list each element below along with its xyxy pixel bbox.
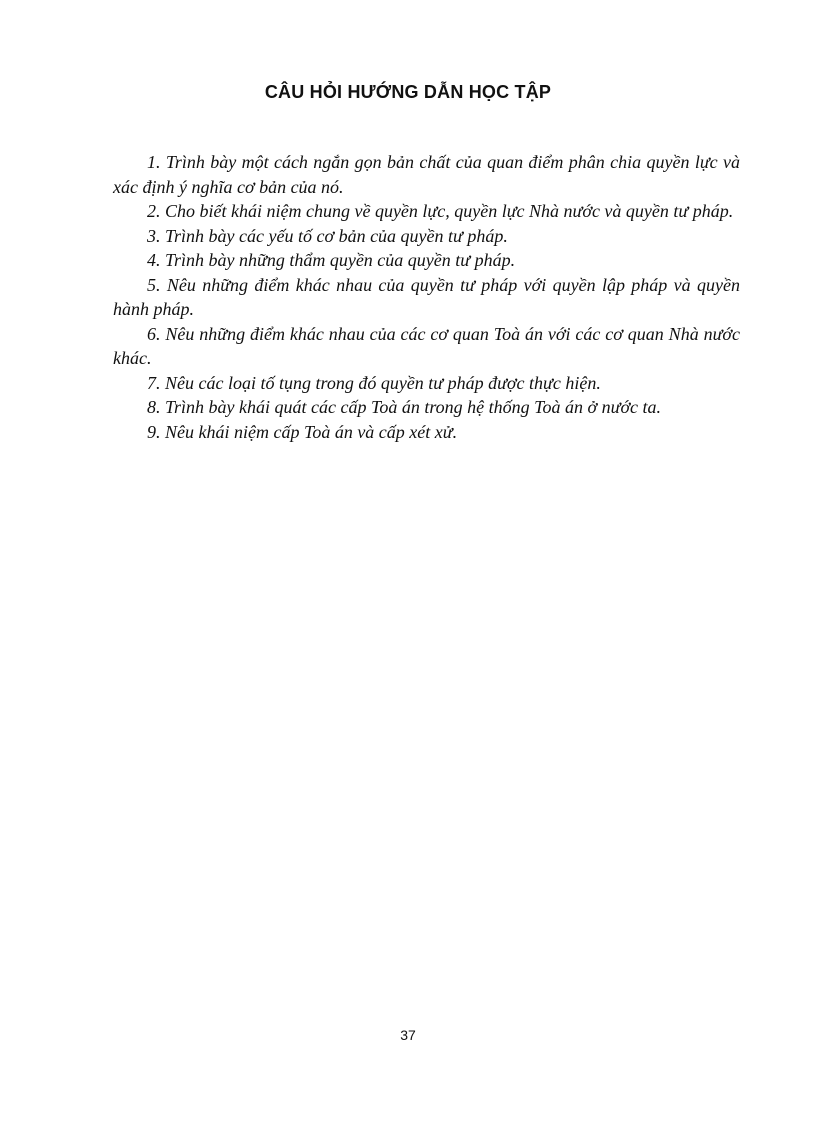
page-title: CÂU HỎI HƯỚNG DẪN HỌC TẬP xyxy=(264,82,552,102)
question-item: 3. Trình bày các yếu tố cơ bản của quyền tư pháp. xyxy=(147,225,508,246)
question-item: 9. Nêu khái niệm cấp Toà án và cấp xét xử. xyxy=(147,421,458,442)
page-number: 37 xyxy=(400,1027,416,1043)
question-item: 5. Nêu những điểm khác nhau của quyền tư pháp với quyền lập pháp và quyền hành pháp. xyxy=(113,274,740,319)
question-list xyxy=(113,150,740,444)
question-item: 8. Trình bày khái quát các cấp Toà án trong hệ thống Toà án ở nước ta. xyxy=(147,397,662,417)
question-item: 6. Nêu những điểm khác nhau của các cơ quan Toà án với các cơ quan Nhà nước khác. xyxy=(113,323,740,368)
question-item: 1. Trình bày một cách ngắn gọn bản chất của quan điểm phân chia quyền lực và xác định ý nghĩa cơ bản của nó. xyxy=(113,152,740,197)
question-item: 7. Nêu các loại tố tụng trong đó quyền tư pháp được thực hiện. xyxy=(147,372,601,393)
question-item: 4. Trình bày những thẩm quyền của quyền tư pháp. xyxy=(147,250,516,270)
question-item: 2. Cho biết khái niệm chung về quyền lực, quyền lực Nhà nước và quyền tư pháp. xyxy=(147,201,734,221)
